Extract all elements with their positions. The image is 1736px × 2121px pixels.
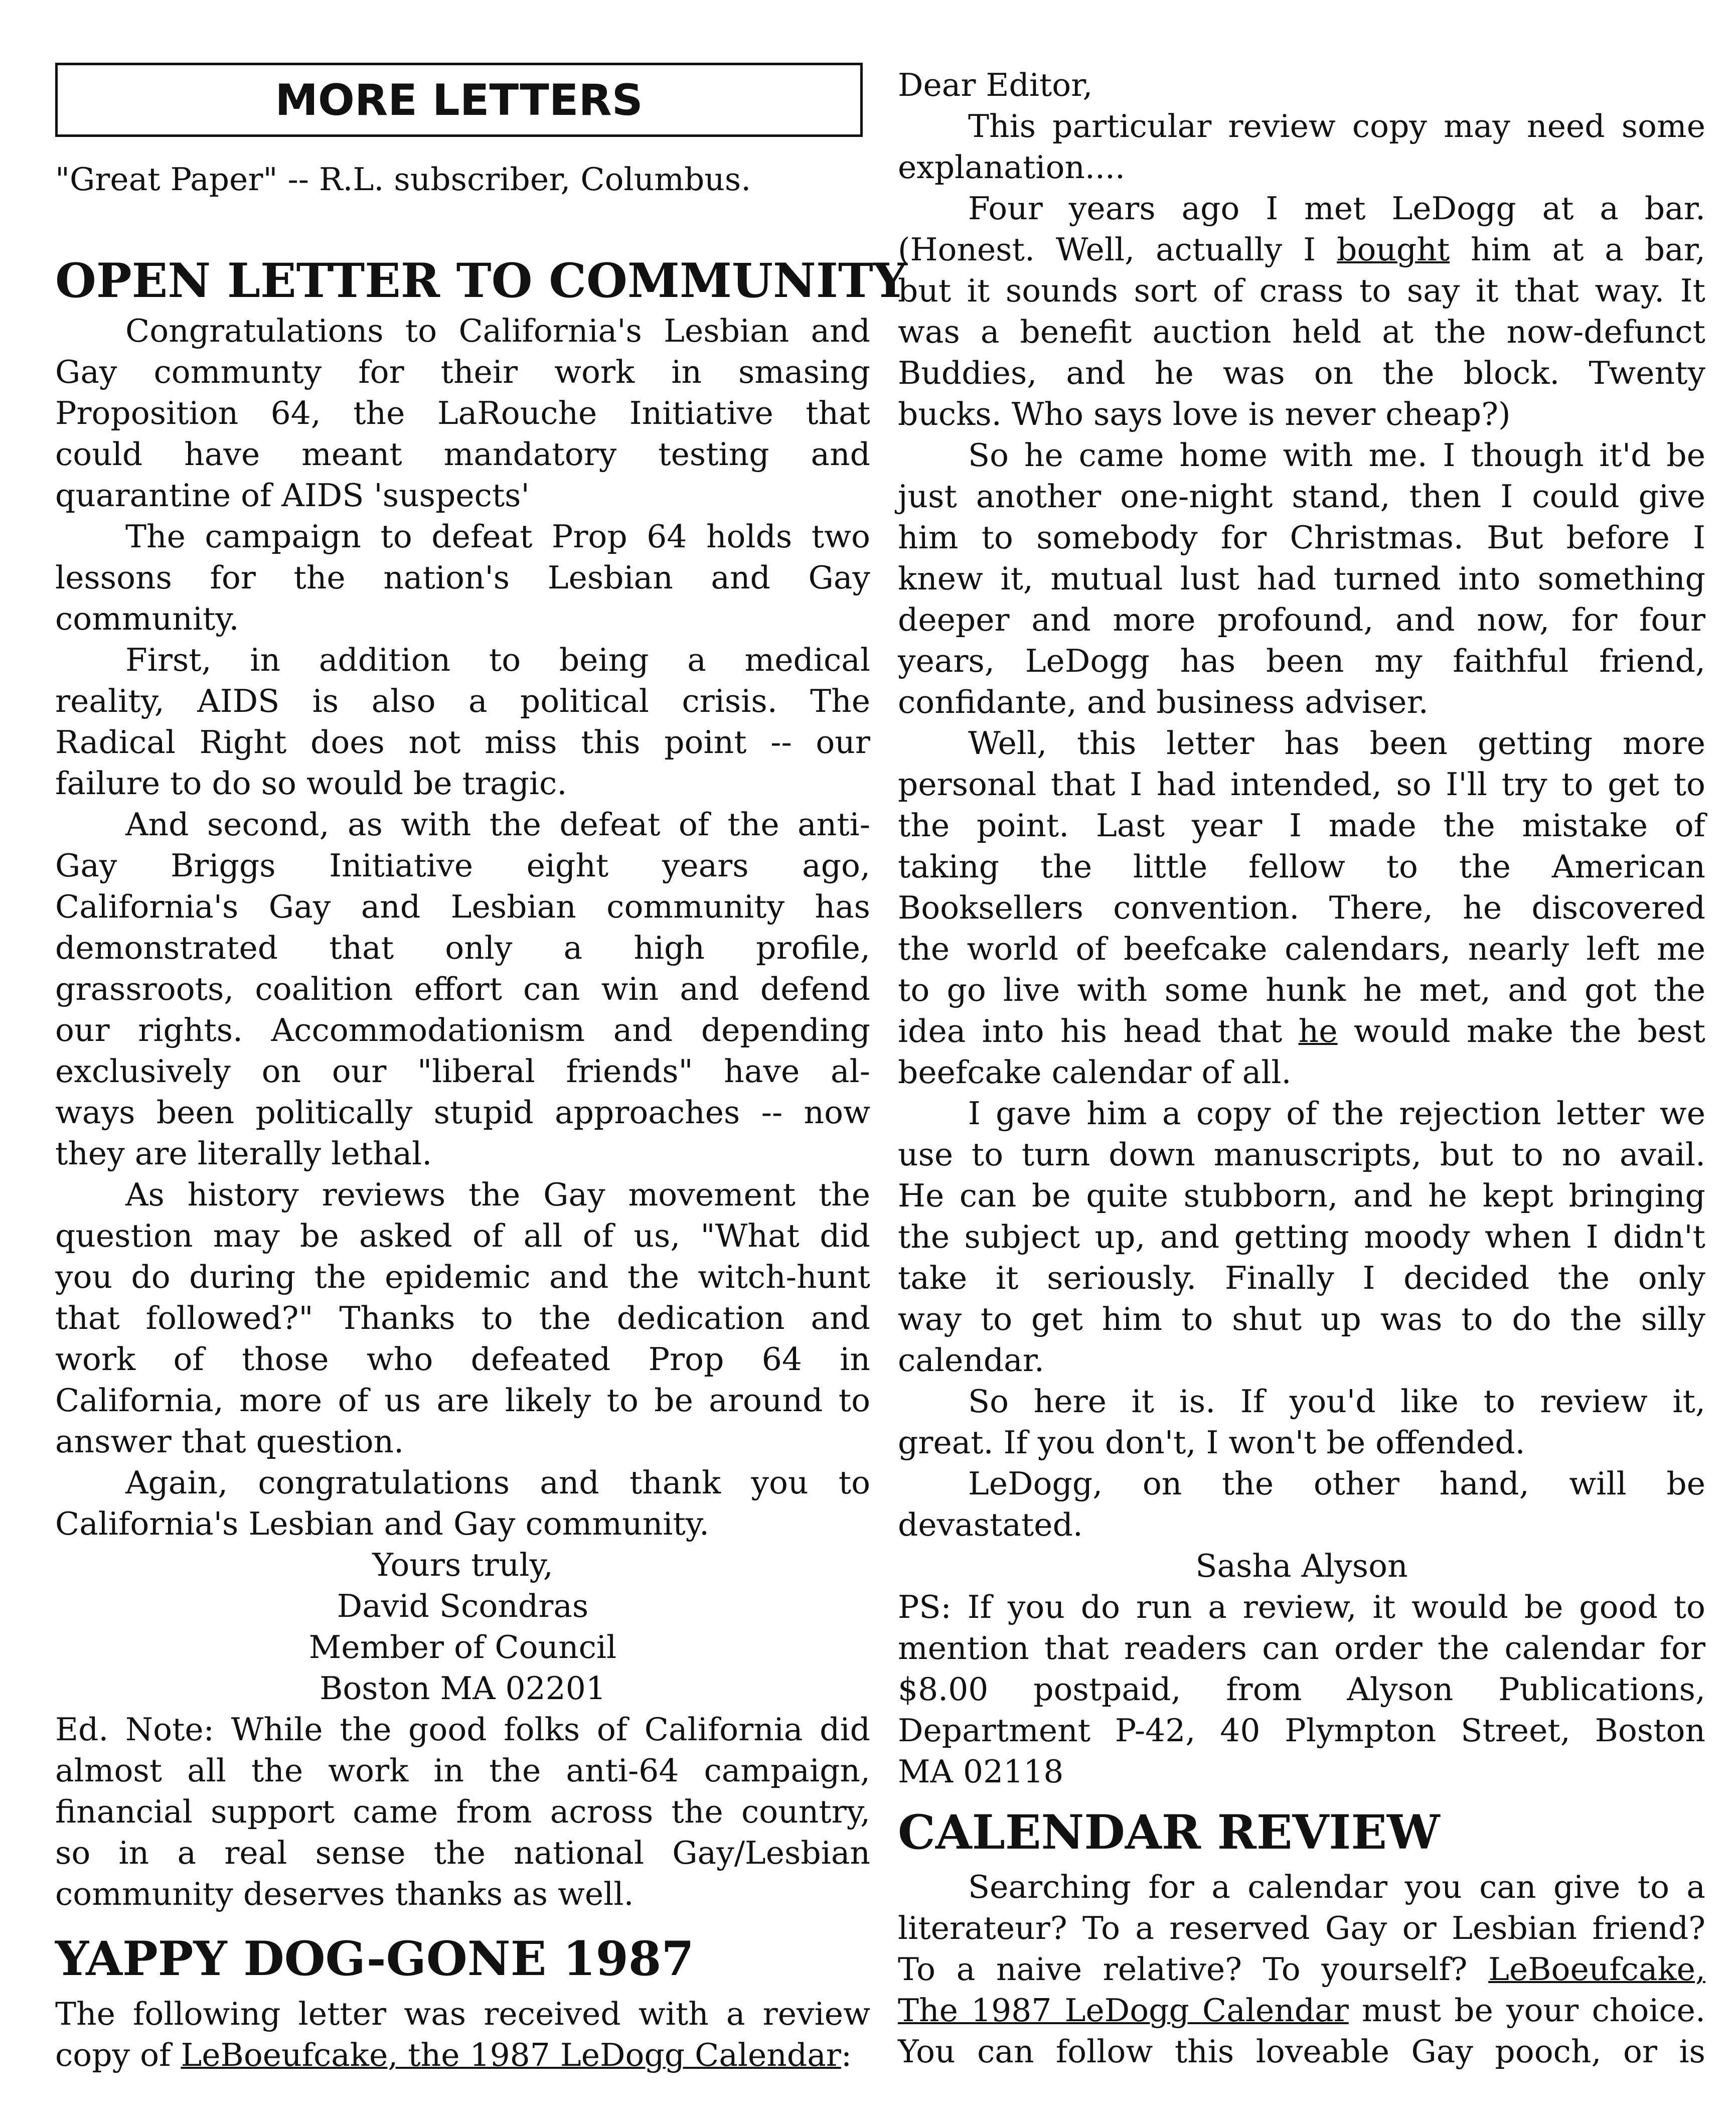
letter-line: calendar. (898, 1342, 1044, 1379)
letter-line: way to get him to shut up was to do the silly (898, 1301, 1705, 1337)
intro-text: : (841, 2037, 852, 2073)
article-line: grassroots, coalition effort can win and defend (55, 971, 870, 1007)
article-line: failure to do so would be tragic. (55, 765, 567, 802)
letter-line: knew it, mutual lust had turned into something (898, 560, 1705, 597)
letter-text: (Honest. Well, actually I (898, 231, 1316, 268)
article-line: Gay Briggs Initiative eight years ago, (55, 847, 870, 884)
letter-line: devastated. (898, 1506, 1083, 1543)
letter-line: beefcake calendar of all. (898, 1054, 1292, 1091)
letter-line: him to somebody for Christmas. But before I (898, 519, 1705, 556)
editor-note-line: community deserves thanks as well. (55, 1876, 634, 1912)
article-line: Proposition 64, the LaRouche Initiative that (55, 395, 870, 431)
yappy-heading: YAPPY DOG-GONE 1987 (55, 1931, 694, 1987)
subscriber-quote: "Great Paper" -- R.L. subscriber, Columbus. (55, 161, 751, 198)
review-line: You can follow this loveable Gay pooch, or is (898, 2033, 1705, 2070)
underlined-word: he (1298, 1013, 1338, 1049)
letter-signature: Sasha Alyson (1195, 1548, 1408, 1584)
letter-line: explanation.... (898, 149, 1126, 186)
article-line: Gay communty for their work in smasing (55, 354, 870, 390)
letter-line: taking the little fellow to the American (898, 848, 1705, 885)
signature-line: David Scondras (337, 1588, 589, 1624)
letter-line: was a benefit auction held at the now-defunct (898, 314, 1705, 350)
letter-line: Buddies, and he was on the block. Twenty (898, 355, 1705, 391)
editor-note-line: almost all the work in the anti-64 campaign, (55, 1752, 870, 1789)
letter-line: bucks. Who says love is never cheap?) (898, 396, 1511, 432)
review-line: literateur? To a reserved Gay or Lesbian friend? (898, 1910, 1705, 1946)
signature-line: Yours truly, (372, 1547, 553, 1583)
review-text: must be your choice. (1362, 1992, 1705, 2029)
calendar-title: The 1987 LeDogg Calendar (898, 1992, 1349, 2029)
intro-text: copy of (55, 2037, 181, 2073)
calendar-review-heading: CALENDAR REVIEW (898, 1805, 1440, 1860)
calendar-title: LeBoeufcake, (1488, 1951, 1705, 1988)
letter-line: $8.00 postpaid, from Alyson Publications, (898, 1671, 1705, 1708)
article-line: our rights. Accommodationism and depending (55, 1012, 870, 1048)
article-line: could have meant mandatory testing and (55, 436, 870, 473)
article-line: community. (55, 600, 239, 637)
editor-note-line: financial support came from across the country, (55, 1793, 870, 1830)
article-line: lessons for the nation's Lesbian and Gay (55, 559, 870, 596)
letter-line: great. If you don't, I won't be offended. (898, 1424, 1525, 1461)
letter-line: years, LeDogg has been my faithful friend, (898, 643, 1705, 679)
article-line: Again, congratulations and thank you to (125, 1464, 870, 1501)
article-line: exclusively on our "liberal friends" have al- (55, 1053, 870, 1090)
article-line: As history reviews the Gay movement the (125, 1176, 870, 1213)
letter-line: to go live with some hunk he met, and got the (898, 972, 1705, 1008)
article-line: that followed?" Thanks to the dedication and (55, 1300, 870, 1336)
article-line: quarantine of AIDS 'suspects' (55, 477, 530, 514)
letter-line: the point. Last year I made the mistake of (898, 807, 1705, 844)
review-line (898, 1991, 1705, 2031)
article-line: question may be asked of all of us, "What did (55, 1218, 870, 1254)
letter-line: deeper and more profound, and now, for four (898, 601, 1705, 638)
review-line: Searching for a calendar you can give to a (968, 1869, 1705, 1905)
letter-line: but it sounds sort of crass to say it that way. It (898, 272, 1705, 309)
signature-line: Boston MA 02201 (320, 1670, 606, 1707)
letter-line: This particular review copy may need some (968, 108, 1705, 144)
section-title-box: MORE LETTERS (55, 63, 863, 137)
letter-line: personal that I had intended, so I'll try to get to (898, 766, 1705, 803)
letter-line: the world of beefcake calendars, nearly left me (898, 931, 1705, 967)
letter-text: would make the best (1353, 1013, 1705, 1049)
letter-text: him at a bar, (1471, 231, 1706, 268)
article-line: Radical Right does not miss this point -- our (55, 724, 870, 761)
letter-line: use to turn down manuscripts, but to no avail. (898, 1136, 1705, 1173)
letter-line: the subject up, and getting moody when I didn't (898, 1219, 1705, 1255)
letter-line: MA 02118 (898, 1753, 1064, 1790)
letter-line: confidante, and business adviser. (898, 684, 1429, 720)
article-line: And second, as with the defeat of the anti- (125, 806, 870, 843)
letter-line: mention that readers can order the calendar for (898, 1630, 1705, 1666)
letter-line: take it seriously. Finally I decided the only (898, 1260, 1705, 1296)
calendar-title: LeBoeufcake, the 1987 LeDogg Calendar (181, 2037, 841, 2073)
underlined-word: bought (1337, 231, 1450, 268)
article-line: Congratulations to California's Lesbian and (125, 313, 870, 349)
article-line: The campaign to defeat Prop 64 holds two (125, 518, 870, 555)
article-line: ways been politically stupid approaches -- now (55, 1094, 870, 1131)
yappy-intro-line: The following letter was received with a review (55, 1996, 870, 2032)
editor-note-line: Ed. Note: While the good folks of California did (55, 1711, 870, 1748)
letter-line (898, 230, 1705, 270)
article-line: demonstrated that only a high profile, (55, 930, 870, 966)
letter-line: I gave him a copy of the rejection letter we (968, 1095, 1705, 1132)
letter-line: Four years ago I met LeDogg at a bar. (968, 190, 1705, 227)
letter-text: idea into his head that (898, 1013, 1283, 1049)
article-line: California's Gay and Lesbian community has (55, 888, 870, 925)
letter-line: So he came home with me. I though it'd be (968, 437, 1705, 474)
letter-line: Well, this letter has been getting more (968, 725, 1705, 762)
letter-line: Department P-42, 40 Plympton Street, Boston (898, 1712, 1705, 1749)
article-line: California, more of us are likely to be around to (55, 1382, 870, 1419)
yappy-intro-line (55, 2035, 870, 2075)
letter-line: Booksellers convention. There, he discovered (898, 889, 1705, 926)
article-line: work of those who defeated Prop 64 in (55, 1341, 870, 1378)
editor-note-line: so in a real sense the national Gay/Lesbian (55, 1835, 870, 1871)
letter-line: LeDogg, on the other hand, will be (968, 1465, 1705, 1502)
review-text: To a naive relative? To yourself? (898, 1951, 1468, 1988)
signature-line: Member of Council (308, 1629, 617, 1665)
letter-line: PS: If you do run a review, it would be good to (898, 1589, 1705, 1625)
letter-line: So here it is. If you'd like to review it, (968, 1383, 1705, 1420)
article-line: answer that question. (55, 1423, 404, 1460)
article-line: you do during the epidemic and the witch-hunt (55, 1259, 870, 1295)
article-line: reality, AIDS is also a political crisis. The (55, 683, 870, 719)
open-letter-heading: OPEN LETTER TO COMMUNITY (55, 253, 907, 309)
letter-line: He can be quite stubborn, and he kept bringing (898, 1177, 1705, 1214)
letter-line (898, 1011, 1705, 1051)
review-line (898, 1949, 1705, 1990)
article-line: First, in addition to being a medical (125, 642, 870, 678)
letter-line: just another one-night stand, then I could give (898, 478, 1705, 515)
article-line: California's Lesbian and Gay community. (55, 1505, 710, 1542)
letter-line: Dear Editor, (898, 67, 1093, 103)
article-line: they are literally lethal. (55, 1135, 432, 1172)
